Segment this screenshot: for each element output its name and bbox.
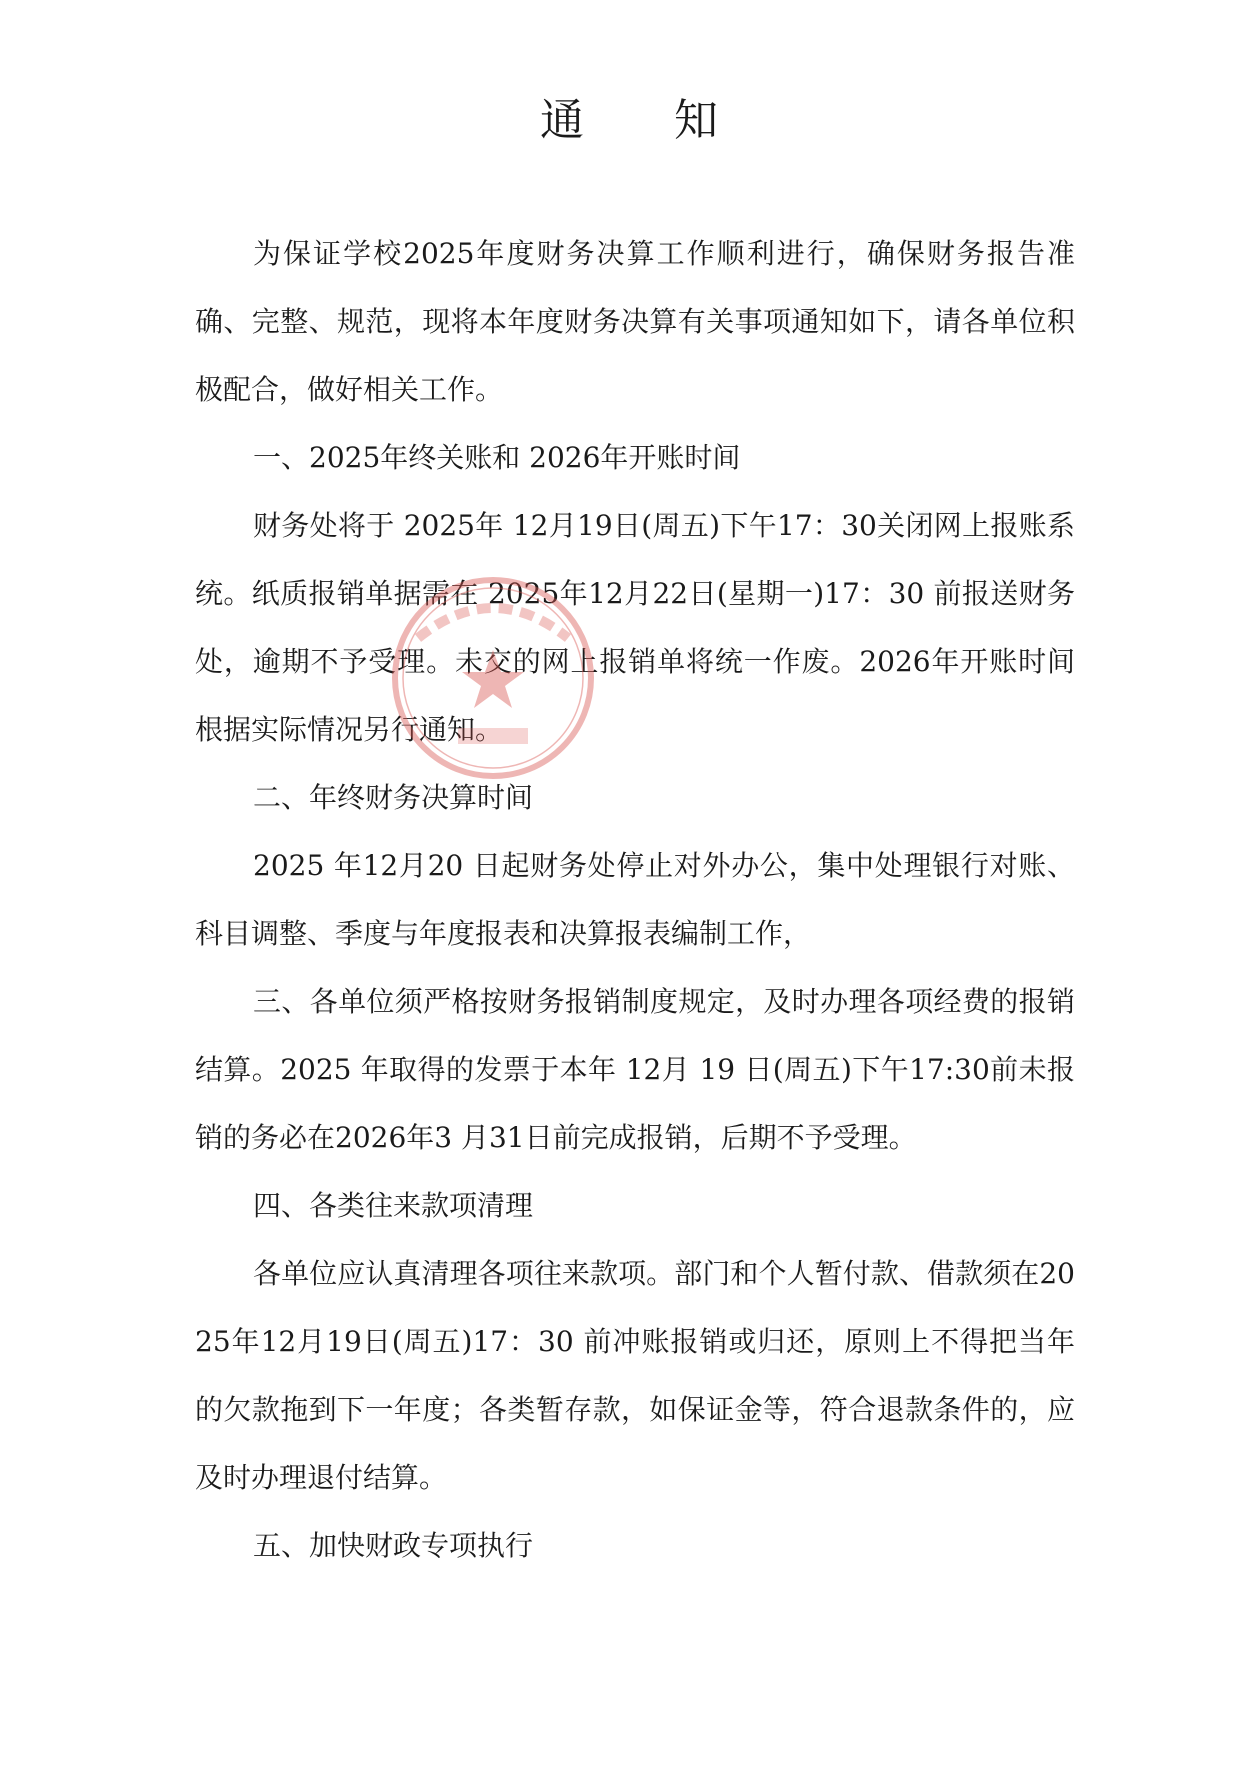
title-char: 知: [674, 95, 720, 146]
section-heading-2: 二、年终财务决算时间: [253, 781, 534, 814]
document-body: [195, 220, 1075, 1580]
document-title: [0, 84, 1260, 148]
section-body-3: 三、各单位须严格按财务报销制度规定，及时办理各项经费的报销结算。2025 年取得的发票于本年 12月 19 日(周五)下午17:30前未报销的务必在2026年3 月31日前完成报销，后期不予受理。: [195, 985, 1075, 1154]
section-heading-4: 四、各类往来款项清理: [253, 1189, 534, 1222]
section-heading-1: 一、2025年终关账和 2026年开账时间: [253, 441, 741, 474]
section-heading-5: 五、加快财政专项执行: [253, 1529, 534, 1562]
section-body-1: 财务处将于 2025年 12月19日(周五)下午17：30关闭网上报账系统。纸质报销单据需在 2025年12月22日(星期一)17：30 前报送财务处，逾期不予受理。未交的网上报销单将统一作废。2026年开账时间根据实际情况另行通知。: [195, 509, 1075, 746]
section-body-2: 2025 年12月20 日起财务处停止对外办公，集中处理银行对账、科目调整、季度与年度报表和决算报表编制工作，: [195, 849, 1075, 950]
section-body-4: 各单位应认真清理各项往来款项。部门和个人暂付款、借款须在2025年12月19日(周五)17：30 前冲账报销或归还，原则上不得把当年的欠款拖到下一年度；各类暂存款，如保证金等，符合退款条件的，应及时办理退付结算。: [195, 1257, 1075, 1494]
intro-paragraph: 为保证学校2025年度财务决算工作顺利进行，确保财务报告准确、完整、规范，现将本年度财务决算有关事项通知如下，请各单位积极配合，做好相关工作。: [195, 237, 1075, 406]
title-char: 通: [540, 95, 586, 146]
